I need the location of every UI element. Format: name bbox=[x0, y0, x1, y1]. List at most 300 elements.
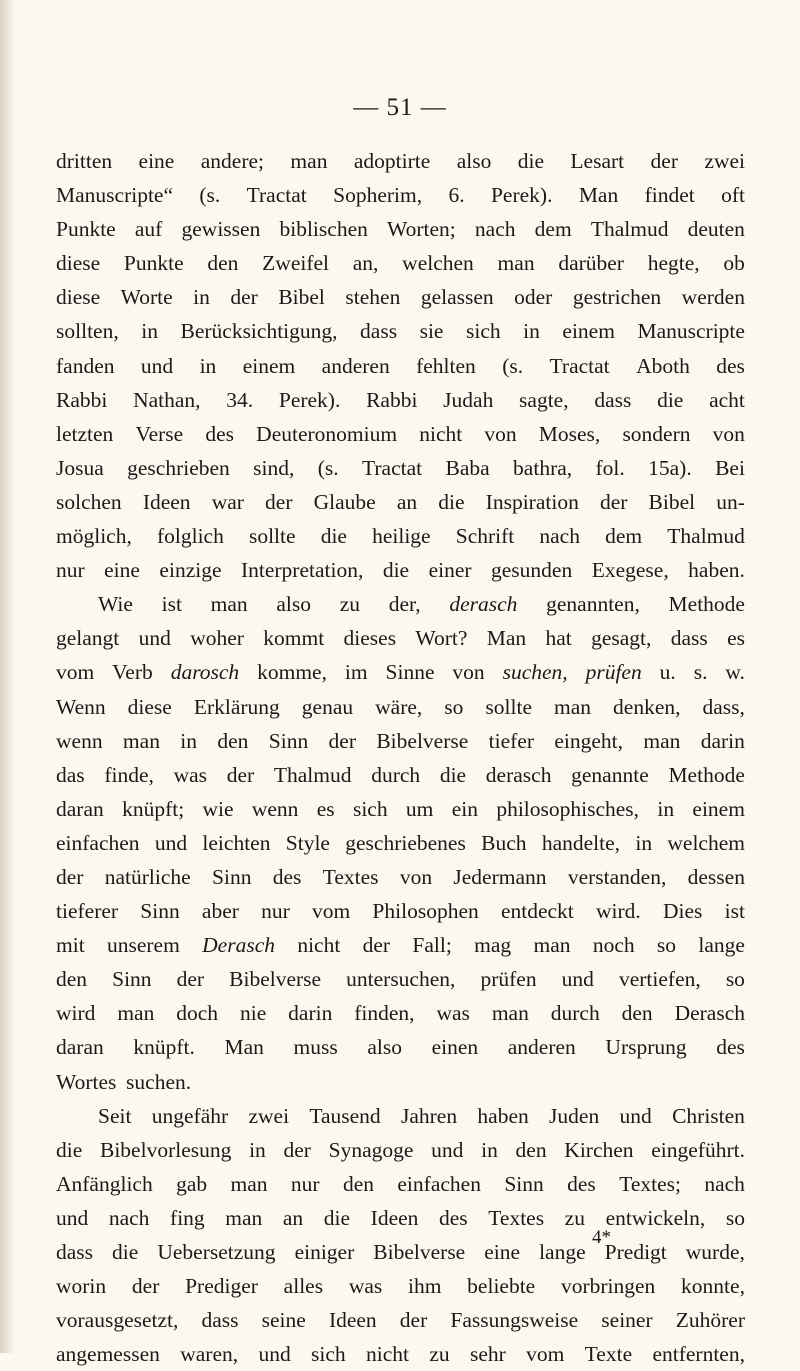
word: Jahren bbox=[400, 1103, 458, 1128]
word: knüpft; bbox=[122, 796, 185, 821]
word: Philosophen bbox=[372, 899, 479, 924]
word: vom bbox=[311, 899, 351, 924]
word: der bbox=[399, 1308, 428, 1333]
word: an bbox=[396, 489, 418, 514]
word: man bbox=[122, 728, 160, 753]
word: dass bbox=[360, 319, 398, 344]
word: nicht bbox=[366, 1342, 409, 1367]
word: diese bbox=[56, 251, 101, 276]
word: und bbox=[431, 1137, 464, 1162]
word: der bbox=[56, 864, 84, 889]
signature-mark: 4* bbox=[592, 1227, 611, 1248]
text-line bbox=[56, 928, 745, 962]
word: Punkte bbox=[56, 217, 116, 242]
word: diese bbox=[127, 694, 172, 719]
word: Zuhörer bbox=[675, 1308, 745, 1333]
word: Sinn bbox=[212, 864, 252, 889]
word: (s. bbox=[199, 183, 221, 208]
word: die bbox=[382, 558, 410, 583]
text-line bbox=[56, 314, 745, 348]
word: Prediger bbox=[185, 1274, 258, 1299]
word: Methode bbox=[668, 592, 745, 617]
word: vertiefen, bbox=[618, 967, 701, 992]
word: waren, bbox=[180, 1342, 239, 1367]
word: Ideen bbox=[328, 1308, 377, 1333]
text-line bbox=[56, 690, 745, 724]
word: alles bbox=[283, 1274, 324, 1299]
word: fing bbox=[170, 1205, 205, 1230]
word: gesagt, bbox=[591, 626, 652, 651]
word: acht bbox=[709, 387, 745, 412]
word: haben bbox=[477, 1103, 529, 1128]
word: Moses, bbox=[538, 421, 601, 446]
word: die bbox=[56, 1137, 83, 1162]
text-line bbox=[56, 1065, 745, 1099]
word: nur bbox=[56, 558, 85, 583]
word: prüfen bbox=[585, 660, 642, 685]
word: wenn bbox=[251, 796, 299, 821]
word: vom bbox=[56, 660, 95, 685]
word: des bbox=[272, 864, 302, 889]
word: Thalmud bbox=[273, 762, 352, 787]
word: vom bbox=[526, 1342, 565, 1367]
word: (s. bbox=[317, 455, 339, 480]
word: wird. bbox=[595, 899, 641, 924]
word: philosophisches, bbox=[496, 796, 640, 821]
text-line bbox=[56, 1303, 745, 1337]
word: eingeführt. bbox=[651, 1137, 745, 1162]
word: in bbox=[180, 728, 198, 753]
word: fol. bbox=[595, 455, 625, 480]
word: s. bbox=[693, 660, 708, 685]
word: nie bbox=[239, 1001, 267, 1026]
text-line bbox=[56, 792, 745, 826]
word: darin bbox=[700, 728, 745, 753]
word: Textes bbox=[322, 864, 379, 889]
word: der bbox=[328, 728, 356, 753]
word: sollten, bbox=[56, 319, 119, 344]
word: derasch bbox=[449, 592, 518, 617]
word: mit bbox=[56, 933, 85, 958]
word: leichten bbox=[202, 830, 271, 855]
word: Aboth bbox=[636, 353, 690, 378]
word: also bbox=[276, 592, 312, 617]
word: genau bbox=[301, 694, 354, 719]
word: unserem bbox=[106, 933, 180, 958]
text-line bbox=[56, 724, 745, 758]
word: Rabbi bbox=[366, 387, 418, 412]
word: Bibel bbox=[648, 489, 696, 514]
word: durch bbox=[550, 1001, 600, 1026]
word: Sinn bbox=[112, 967, 152, 992]
word: lange bbox=[539, 1240, 586, 1264]
word: Derasch bbox=[202, 933, 275, 958]
word: einfachen bbox=[397, 1171, 481, 1196]
word: konnte, bbox=[681, 1274, 745, 1299]
word: der bbox=[176, 967, 205, 992]
word: woher bbox=[190, 626, 244, 651]
word: in bbox=[523, 319, 540, 344]
text-line bbox=[56, 655, 745, 689]
word: nach bbox=[539, 524, 580, 549]
word: Ursprung bbox=[605, 1035, 687, 1060]
word: 15a). bbox=[648, 455, 692, 480]
word: gesunden bbox=[491, 558, 573, 583]
text-line bbox=[56, 383, 745, 417]
word: Synagoge bbox=[328, 1137, 414, 1162]
word: zu bbox=[339, 592, 360, 617]
text-line bbox=[56, 246, 745, 280]
word: Perek). bbox=[490, 183, 553, 208]
word: Textes bbox=[488, 1205, 545, 1230]
word: Bei bbox=[715, 455, 745, 480]
word: wie bbox=[202, 796, 234, 821]
word: Style bbox=[285, 830, 330, 855]
text-line bbox=[56, 996, 745, 1030]
page-number: — 51 — bbox=[353, 94, 447, 121]
word: sollte bbox=[248, 524, 296, 549]
word: von bbox=[712, 421, 745, 446]
text-line bbox=[56, 587, 745, 621]
word: an bbox=[282, 1205, 304, 1230]
word: wäre, bbox=[375, 694, 423, 719]
word: kommt bbox=[263, 626, 325, 651]
text-line bbox=[56, 178, 745, 212]
word: Seit bbox=[98, 1103, 132, 1128]
word: haben. bbox=[688, 558, 745, 583]
word: mag bbox=[474, 933, 512, 958]
word: einem bbox=[692, 796, 745, 821]
word: es bbox=[316, 796, 335, 821]
word: ungefähr bbox=[151, 1103, 229, 1128]
text-line bbox=[56, 1269, 745, 1303]
word: anderen bbox=[507, 1035, 576, 1060]
word: Deuteronomium bbox=[256, 421, 398, 446]
word: dass, bbox=[702, 694, 745, 719]
word: sich bbox=[352, 796, 388, 821]
word: der bbox=[230, 285, 258, 310]
word: darosch bbox=[170, 660, 240, 685]
word: des bbox=[716, 1035, 745, 1060]
word: von bbox=[399, 864, 433, 889]
word: Erklärung bbox=[193, 694, 280, 719]
word: Sinn bbox=[140, 899, 180, 924]
word: man bbox=[491, 1001, 529, 1026]
word: Sinne bbox=[385, 660, 435, 685]
word: Glaube bbox=[313, 489, 376, 514]
word: Zweifel bbox=[262, 251, 330, 276]
word: eine bbox=[104, 558, 140, 583]
word: ein bbox=[451, 796, 478, 821]
word: auf bbox=[134, 217, 163, 242]
word: man bbox=[290, 149, 328, 173]
word: hegte, bbox=[647, 251, 700, 276]
word: finde, bbox=[104, 762, 154, 787]
word: und bbox=[140, 353, 174, 378]
word: Tractat bbox=[246, 183, 307, 208]
word: ihm bbox=[407, 1274, 442, 1299]
word: Schrift bbox=[455, 524, 515, 549]
word: dritten bbox=[56, 149, 113, 173]
text-line bbox=[56, 485, 745, 519]
word: der bbox=[283, 1137, 311, 1162]
word: lange bbox=[698, 933, 745, 958]
word: in bbox=[199, 353, 217, 378]
word: worin bbox=[56, 1274, 107, 1299]
word: darüber bbox=[558, 251, 624, 276]
word: entdeckt bbox=[500, 899, 574, 924]
word: anderen bbox=[321, 353, 390, 378]
text-line bbox=[56, 758, 745, 792]
word: den bbox=[515, 1137, 547, 1162]
word: an, bbox=[352, 251, 379, 276]
word: Wortes bbox=[56, 1069, 117, 1094]
word: Sopherim, bbox=[333, 183, 423, 208]
word: genannte bbox=[571, 762, 649, 787]
word: andere; bbox=[200, 149, 265, 173]
text-line bbox=[56, 894, 745, 928]
word: untersuchen, bbox=[346, 967, 456, 992]
text-line bbox=[56, 1099, 745, 1133]
word: deuten bbox=[687, 217, 745, 242]
word: man bbox=[643, 728, 681, 753]
word: des bbox=[205, 421, 235, 446]
word: einem bbox=[242, 353, 296, 378]
word: so bbox=[444, 694, 464, 719]
word: der bbox=[226, 762, 255, 787]
word: Inspiration bbox=[485, 489, 579, 514]
word: Thalmud bbox=[590, 217, 669, 242]
word: Lesart bbox=[570, 149, 625, 173]
word: Textes; bbox=[619, 1171, 681, 1196]
word: in bbox=[481, 1137, 498, 1162]
word: Methode bbox=[668, 762, 745, 787]
word: sollte bbox=[485, 694, 532, 719]
word: nicht bbox=[419, 421, 463, 446]
word: entwickeln, bbox=[605, 1205, 706, 1230]
word: Thalmud bbox=[667, 524, 745, 549]
text-line bbox=[56, 962, 745, 996]
word: Worte bbox=[120, 285, 173, 310]
word: und bbox=[561, 967, 594, 992]
text-line bbox=[56, 1167, 745, 1201]
word: seiner bbox=[601, 1308, 653, 1333]
text-line bbox=[56, 144, 745, 178]
word: oft bbox=[721, 183, 745, 208]
word: nicht bbox=[297, 933, 341, 958]
word: Dies bbox=[662, 899, 703, 924]
word: werden bbox=[681, 285, 745, 310]
word: welchen bbox=[402, 251, 474, 276]
word: es bbox=[727, 626, 745, 651]
word: den bbox=[621, 1001, 653, 1026]
word: Fall; bbox=[412, 933, 452, 958]
word: folglich bbox=[156, 524, 224, 549]
word: einfachen bbox=[56, 830, 140, 855]
word: stehen bbox=[345, 285, 401, 310]
word: man bbox=[210, 592, 248, 617]
text-line bbox=[56, 860, 745, 894]
word: Sinn bbox=[268, 728, 309, 753]
word: einzige bbox=[159, 558, 222, 583]
word: also bbox=[456, 149, 492, 173]
word: findet bbox=[644, 183, 695, 208]
word: suchen, bbox=[502, 660, 568, 685]
word: in bbox=[635, 830, 653, 855]
word: seine bbox=[261, 1308, 306, 1333]
word: daran bbox=[56, 796, 104, 821]
word: Tractat bbox=[549, 353, 610, 378]
word: dem bbox=[534, 217, 572, 242]
word: Buch bbox=[481, 830, 527, 855]
word: wurde, bbox=[685, 1240, 745, 1264]
word: die bbox=[438, 489, 465, 514]
word: die bbox=[517, 149, 545, 173]
word: (s. bbox=[502, 353, 524, 378]
word: Tractat bbox=[362, 455, 423, 480]
word: gestrichen bbox=[572, 285, 662, 310]
word: Kirchen bbox=[564, 1137, 634, 1162]
word: im bbox=[344, 660, 368, 685]
word: und bbox=[56, 1205, 89, 1230]
word: nach bbox=[108, 1205, 150, 1230]
word: zwei bbox=[248, 1103, 290, 1128]
word: in bbox=[193, 285, 210, 310]
word: fanden bbox=[56, 353, 115, 378]
word: Bibelvorlesung bbox=[99, 1137, 232, 1162]
word: Verse bbox=[135, 421, 184, 446]
word: dieses bbox=[343, 626, 397, 651]
word: sich bbox=[311, 1342, 346, 1367]
word: nach bbox=[474, 217, 516, 242]
word: dass bbox=[201, 1308, 239, 1333]
word: die bbox=[320, 524, 347, 549]
word: Anfänglich bbox=[56, 1171, 153, 1196]
word: Uebersetzung bbox=[157, 1240, 276, 1264]
word: Josua bbox=[56, 455, 104, 480]
word: heilige bbox=[372, 524, 431, 549]
word: knüpft. bbox=[133, 1035, 195, 1060]
word: Verb bbox=[112, 660, 153, 685]
word: was bbox=[348, 1274, 383, 1299]
text-line bbox=[56, 280, 745, 314]
word: ist bbox=[161, 592, 182, 617]
word: Nathan, bbox=[133, 387, 201, 412]
word: diese bbox=[56, 285, 101, 310]
text-line bbox=[56, 1030, 745, 1064]
word: dem bbox=[605, 524, 643, 549]
word: muss bbox=[293, 1035, 338, 1060]
word: zwei bbox=[704, 149, 745, 173]
word: der bbox=[599, 489, 628, 514]
word: den bbox=[56, 967, 88, 992]
word: biblischen bbox=[279, 217, 368, 242]
word: was bbox=[173, 762, 208, 787]
word: Bibel bbox=[278, 285, 325, 310]
word: Manuscripte bbox=[637, 319, 745, 344]
word: nur bbox=[290, 1171, 320, 1196]
word: Worten; bbox=[387, 217, 456, 242]
word: der bbox=[650, 149, 678, 173]
word: gab bbox=[176, 1171, 208, 1196]
word: sie bbox=[419, 319, 444, 344]
text-line bbox=[56, 1201, 745, 1235]
word: Tausend bbox=[309, 1103, 381, 1128]
word: darin bbox=[288, 1001, 333, 1026]
text-line bbox=[56, 519, 745, 553]
word: und bbox=[619, 1103, 652, 1128]
word: nur bbox=[261, 899, 290, 924]
word: einer bbox=[428, 558, 472, 583]
word: man bbox=[533, 933, 571, 958]
word: den bbox=[217, 728, 249, 753]
word: oder bbox=[514, 285, 553, 310]
word: Wie bbox=[98, 592, 133, 617]
word: Man bbox=[486, 626, 527, 651]
word: sind, bbox=[253, 455, 295, 480]
word: Perek). bbox=[278, 387, 341, 412]
word: tiefer bbox=[488, 728, 534, 753]
word: hat bbox=[545, 626, 572, 651]
word: Fassungsweise bbox=[450, 1308, 579, 1333]
word: um bbox=[405, 796, 434, 821]
word: die bbox=[657, 387, 684, 412]
word: Punkte bbox=[123, 251, 184, 276]
text-line bbox=[56, 1133, 745, 1167]
word: eine bbox=[484, 1240, 521, 1264]
word: dass bbox=[670, 626, 708, 651]
word: Ideen bbox=[142, 489, 191, 514]
word: natürliche bbox=[104, 864, 191, 889]
word: durch bbox=[371, 762, 421, 787]
word: Derasch bbox=[674, 1001, 745, 1026]
word: ob bbox=[723, 251, 745, 276]
word: tieferer bbox=[56, 899, 119, 924]
word: vorausgesetzt, bbox=[56, 1308, 179, 1333]
word: Bibelverse bbox=[373, 1240, 466, 1264]
word: bathra, bbox=[513, 455, 573, 480]
word: welchem bbox=[667, 830, 745, 855]
word: Ideen bbox=[370, 1205, 419, 1230]
word: Berücksichtigung, bbox=[180, 319, 338, 344]
word: Juden bbox=[549, 1103, 600, 1128]
word: prüfen bbox=[480, 967, 537, 992]
word: Bibelverse bbox=[376, 728, 469, 753]
word: Exegese, bbox=[591, 558, 669, 583]
word: Man bbox=[578, 183, 619, 208]
page-gutter-shadow bbox=[0, 0, 14, 1353]
word: komme, bbox=[257, 660, 327, 685]
text-line bbox=[56, 1235, 745, 1269]
word: denken, bbox=[613, 694, 681, 719]
word: war bbox=[211, 489, 244, 514]
word: letzten bbox=[56, 421, 114, 446]
word: adoptirte bbox=[353, 149, 431, 173]
text-line bbox=[56, 417, 745, 451]
text-line bbox=[56, 621, 745, 655]
word: Christen bbox=[672, 1103, 745, 1128]
word: sich bbox=[466, 319, 501, 344]
word: einem bbox=[562, 319, 615, 344]
text-line bbox=[56, 212, 745, 246]
word: der, bbox=[388, 592, 421, 617]
word: finden, bbox=[354, 1001, 415, 1026]
word: und bbox=[138, 626, 171, 651]
word: so bbox=[656, 933, 677, 958]
word: geschrieben bbox=[127, 455, 230, 480]
word: gelangt bbox=[56, 626, 120, 651]
word: genannten, bbox=[546, 592, 640, 617]
